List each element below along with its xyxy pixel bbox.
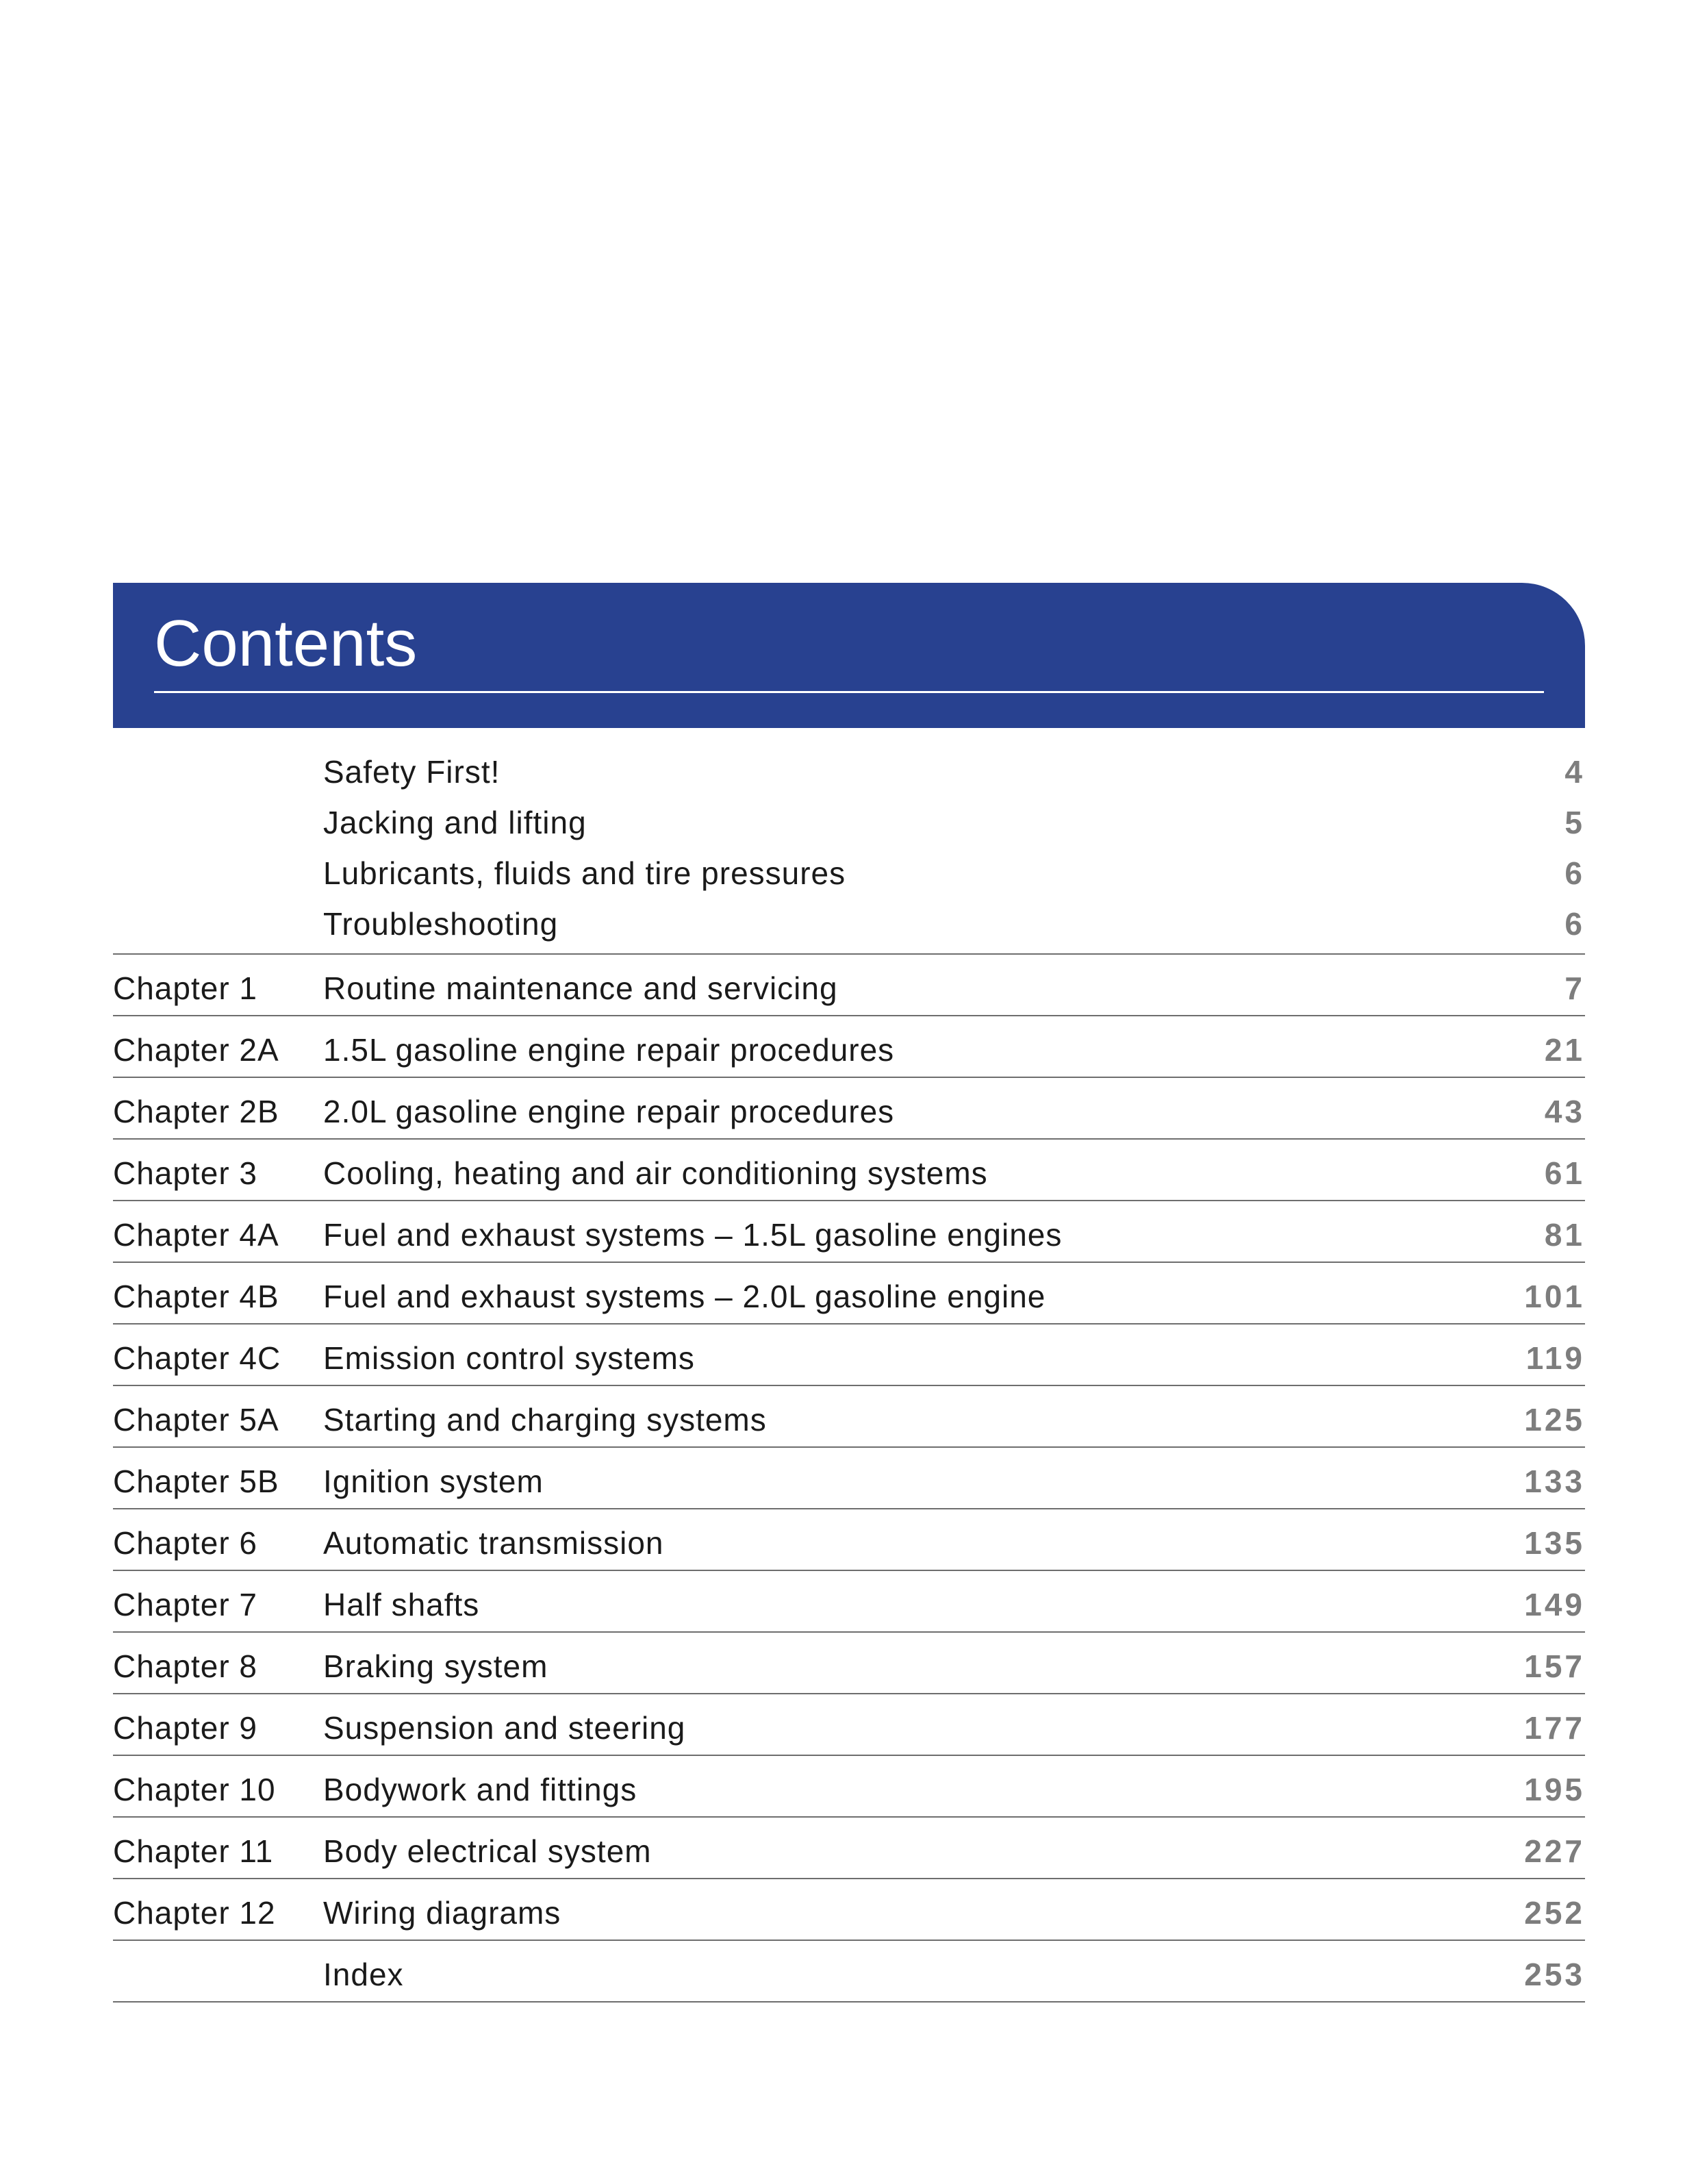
toc-chapter-label: Chapter 10 bbox=[113, 1772, 276, 1807]
toc-row[interactable] bbox=[113, 1140, 1585, 1201]
toc-row[interactable] bbox=[113, 746, 1585, 797]
toc-page-number: 101 bbox=[1524, 1279, 1585, 1314]
toc-page-number: 177 bbox=[1524, 1710, 1585, 1746]
toc-row[interactable] bbox=[113, 1078, 1585, 1140]
toc-row[interactable] bbox=[113, 955, 1585, 1016]
toc-chapter-label: Chapter 11 bbox=[113, 1833, 274, 1869]
toc-entry-title: Automatic transmission bbox=[323, 1525, 664, 1561]
toc-row[interactable] bbox=[113, 1818, 1585, 1879]
toc-entry-title: Half shafts bbox=[323, 1587, 480, 1622]
toc-entry-title: 1.5L gasoline engine repair procedures bbox=[323, 1032, 895, 1068]
toc-entry-title: Ignition system bbox=[323, 1464, 544, 1499]
toc-page-number: 125 bbox=[1524, 1402, 1585, 1438]
toc-page-number: 149 bbox=[1524, 1587, 1585, 1622]
toc-chapter-label: Chapter 7 bbox=[113, 1587, 258, 1622]
toc-page-number: 119 bbox=[1525, 1340, 1585, 1376]
toc-page-number: 227 bbox=[1524, 1833, 1585, 1869]
toc-row[interactable] bbox=[113, 1571, 1585, 1633]
page-title: Contents bbox=[154, 607, 418, 680]
toc-page-number: 6 bbox=[1564, 855, 1585, 891]
toc-chapter-label: Chapter 3 bbox=[113, 1155, 258, 1191]
toc-row[interactable] bbox=[113, 1879, 1585, 1941]
toc-page-number: 21 bbox=[1544, 1032, 1585, 1068]
toc-entry-title: Safety First! bbox=[323, 754, 500, 790]
toc-chapter-label: Chapter 4A bbox=[113, 1217, 279, 1253]
toc-row[interactable] bbox=[113, 899, 1585, 949]
toc-page-number: 133 bbox=[1524, 1464, 1585, 1499]
toc-chapter-label: Chapter 12 bbox=[113, 1895, 276, 1931]
toc-page-number: 5 bbox=[1564, 805, 1585, 840]
toc-chapter-label: Chapter 6 bbox=[113, 1525, 258, 1561]
toc-entry-title: Cooling, heating and air conditioning systems bbox=[323, 1155, 988, 1191]
toc-entry-title: Bodywork and fittings bbox=[323, 1772, 637, 1807]
toc-page-number: 4 bbox=[1564, 754, 1585, 790]
toc-page-number: 81 bbox=[1544, 1217, 1585, 1253]
contents-banner bbox=[113, 583, 1585, 728]
toc-page-number: 253 bbox=[1524, 1957, 1585, 1992]
toc-entry-title: Suspension and steering bbox=[323, 1710, 686, 1746]
toc-row[interactable] bbox=[113, 848, 1585, 899]
toc-entry-title: Starting and charging systems bbox=[323, 1402, 767, 1438]
toc-row[interactable] bbox=[113, 1448, 1585, 1509]
toc-page-number: 135 bbox=[1524, 1525, 1585, 1561]
toc-page-number: 7 bbox=[1564, 970, 1585, 1006]
toc-chapter-label: Chapter 5A bbox=[113, 1402, 279, 1438]
toc-page-number: 195 bbox=[1524, 1772, 1585, 1807]
toc-entry-title: Fuel and exhaust systems – 1.5L gasoline engines bbox=[323, 1217, 1063, 1253]
toc-entry-title: Jacking and lifting bbox=[323, 805, 587, 840]
toc-entry-title: Wiring diagrams bbox=[323, 1895, 561, 1931]
toc-row[interactable] bbox=[113, 797, 1585, 848]
toc-chapter-label: Chapter 8 bbox=[113, 1648, 258, 1684]
toc-row[interactable] bbox=[113, 1386, 1585, 1448]
toc-row[interactable] bbox=[113, 1941, 1585, 2003]
toc-row[interactable] bbox=[113, 1509, 1585, 1571]
toc-entry-title: Body electrical system bbox=[323, 1833, 652, 1869]
toc-row[interactable] bbox=[113, 1756, 1585, 1818]
title-underline bbox=[154, 691, 1544, 693]
toc-chapter-label: Chapter 4B bbox=[113, 1279, 279, 1314]
toc-entry-title: Emission control systems bbox=[323, 1340, 695, 1376]
toc-row[interactable] bbox=[113, 1016, 1585, 1078]
toc-row[interactable] bbox=[113, 1694, 1585, 1756]
toc-entry-title: Index bbox=[323, 1957, 404, 1992]
toc-chapter-label: Chapter 4C bbox=[113, 1340, 281, 1376]
toc-chapter-label: Chapter 9 bbox=[113, 1710, 258, 1746]
toc-chapter-label: Chapter 2A bbox=[113, 1032, 279, 1068]
chapters-group bbox=[113, 955, 1585, 2003]
toc-row[interactable] bbox=[113, 1201, 1585, 1263]
toc-entry-title: Lubricants, fluids and tire pressures bbox=[323, 855, 846, 891]
toc-row[interactable] bbox=[113, 1633, 1585, 1694]
toc-chapter-label: Chapter 2B bbox=[113, 1094, 279, 1129]
toc-entry-title: Braking system bbox=[323, 1648, 548, 1684]
toc-page-number: 252 bbox=[1524, 1895, 1585, 1931]
toc-page-number: 43 bbox=[1544, 1094, 1585, 1129]
toc-entry-title: Fuel and exhaust systems – 2.0L gasoline engine bbox=[323, 1279, 1046, 1314]
toc-row[interactable] bbox=[113, 1263, 1585, 1325]
toc-chapter-label: Chapter 5B bbox=[113, 1464, 279, 1499]
toc-row[interactable] bbox=[113, 1325, 1585, 1386]
toc-page-number: 61 bbox=[1544, 1155, 1585, 1191]
toc-entry-title: 2.0L gasoline engine repair procedures bbox=[323, 1094, 895, 1129]
toc-entry-title: Troubleshooting bbox=[323, 906, 559, 942]
toc-chapter-label: Chapter 1 bbox=[113, 970, 258, 1006]
toc-page-number: 6 bbox=[1564, 906, 1585, 942]
toc-page-number: 157 bbox=[1524, 1648, 1585, 1684]
toc-entry-title: Routine maintenance and servicing bbox=[323, 970, 838, 1006]
front-matter-group bbox=[113, 746, 1585, 955]
table-of-contents bbox=[113, 746, 1585, 2003]
